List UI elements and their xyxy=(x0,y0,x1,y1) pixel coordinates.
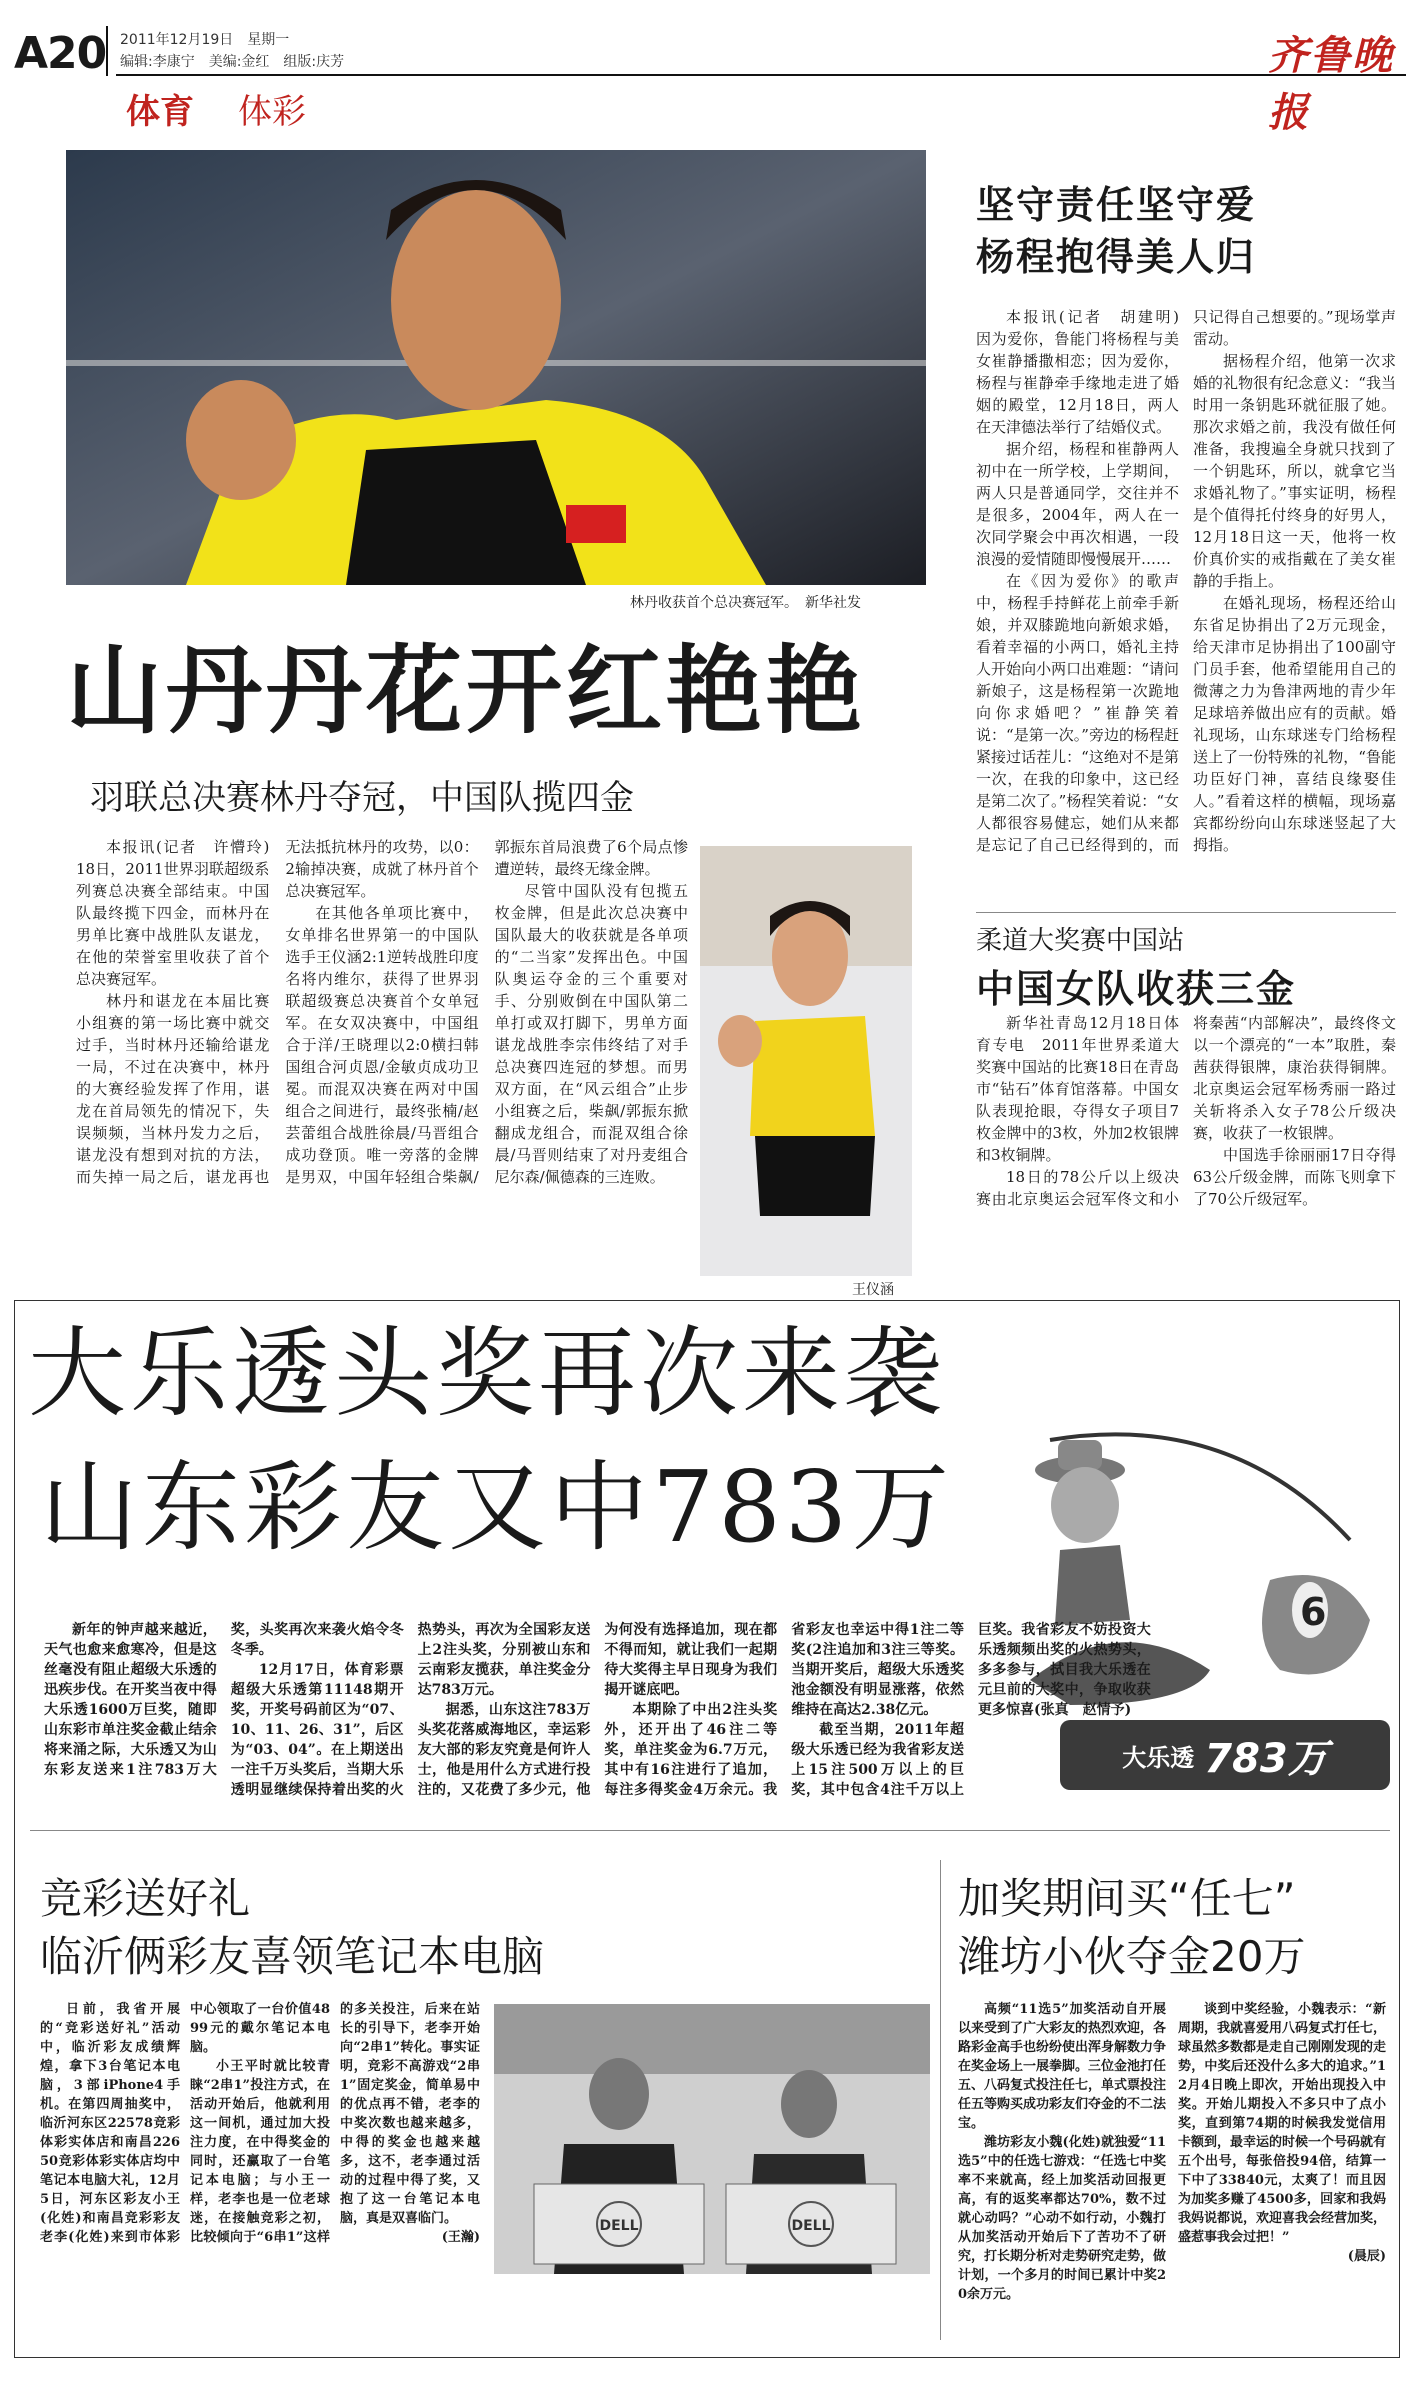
story3-para: 新华社青岛12月18日体育专电 2011年世界柔道大奖赛中国站的比赛18日在青岛市“钻石”体育馆落幕。中国女队表现抢眼，夺得女子项目7枚金牌中的3枚，外加2枚银牌和3枚铜牌。 xyxy=(976,1014,1179,1164)
lottery-logo xyxy=(1060,1720,1390,1790)
story1-body xyxy=(76,836,688,1296)
lottery-right-para: 谈到中奖经验，小魏表示：“新周期，我就喜爱用八码复式打任七，球虽然多数都是走自己刚刚发现的走势，中奖后还没什么多大的追求。”12月4日晚上即次，开始出现投入中奖。开始儿期投入不多只中了点小奖，直到第74期的时候我发觉信用卡额到，最幸运的时候一个号码就有五个出号，每张倍投94倍，结算一下中了33840元，太爽了！而且因为加奖多赚了4500多，回家和我妈我妈说都说，欢迎喜我会经营加奖，盛惹事我会过把！” xyxy=(1178,2002,1387,2245)
fish-number: 6 xyxy=(1300,1590,1327,1634)
lottery-left-para: 小王平时就比较青睐“2串1”投注方式，在活动开始后，他就利用这一间机，通过加大投注力度，在中得奖金的同时，还赢取了一台笔记本电脑；与小王一样，老李也是一位老球迷，在接触竞彩之初，比较倾向于“6串1”这样的多关投注，后来在站长的引导下，老李开始向“2串1”转化。事实证明，竞彩不高游戏“2串1”固定奖金，简单易中的优点再不错，老李的中奖次数也越来越多，中得的奖金也越来越多，这不，老李通过活动的过程中得了奖，又抱了这一台笔记本电脑，真是双喜临门。 xyxy=(190,2002,480,2245)
lottery-main-para: 截至当期，2011年超级大乐透已经为我省彩友送上15注500万以上的巨奖，其中包含4注千万以上巨奖。我省彩友不妨投资大乐透频频出奖的火热势头，多多参与，拭目我大乐透在元旦前的大奖中，争取收获更多惊喜(张真 赵情予) xyxy=(791,1622,1151,1798)
wang-yihan-photo-art xyxy=(700,846,912,1276)
staff-line: 编辑:李康宁 美编:金红 组版:庆芳 xyxy=(120,54,345,70)
lin-dan-photo xyxy=(66,150,926,585)
story2-para: 本报讯(记者 胡建明) 因为爱你，鲁能门将杨程与美女崔静播撒相恋；因为爱你，杨程与崔静牵手缘地走进了婚姻的殿堂，12月18日，两人在天津德法举行了结婚仪式。 xyxy=(976,308,1195,436)
story3-para: 18日的78公斤以上级决赛由北京奥运会冠军佟文和小将秦茜“内部解决”，最终佟文以一个漂亮的“一本”取胜，秦茜获得银牌，康治获得铜牌。北京奥运会冠军杨秀丽一路过关斩将杀入女子78公斤级决赛，收获了一枚银牌。 xyxy=(976,1014,1396,1208)
story1-subhead: 羽联总决赛林丹夺冠，中国队揽四金 xyxy=(90,778,634,818)
header-rule-vertical xyxy=(106,26,108,76)
lottery-left-headline-2: 临沂俩彩友喜领笔记本电脑 xyxy=(40,1932,545,1981)
wang-yihan-photo xyxy=(700,846,912,1276)
lottery-headline-2: 山东彩友又中783万 xyxy=(40,1451,954,1565)
photo-caption: 林丹收获首个总决赛冠军。 新华社发 xyxy=(630,595,861,611)
dell-box-label: DELL xyxy=(791,2218,831,2234)
story2-body xyxy=(976,306,1396,916)
lin-dan-photo-art xyxy=(66,150,926,585)
story2-headline-2: 杨程抱得美人归 xyxy=(976,235,1257,279)
lottery-right-body xyxy=(958,2000,1386,2340)
story1-para: 在其他各单项比赛中，女单排名世界第一的中国队选手王仪涵2:1逆转战胜印度名将内维尔，获得了世界羽联超级赛总决赛首个女单冠军。在女双决赛中，中国组合于洋/王晓理以2:0横扫韩国组合河贞恩/金敏贞成功卫冕。而混双决赛在两对中国组合之间进行，最终张楠/赵芸蕾组合战胜徐晨/马晋组合成功登顶。唯一旁落的金牌是男双，中国年轻组合柴飙/郭振东首局浪费了6个局点惨遭逆转，最终无缘金牌。 xyxy=(285,838,688,1186)
story2-para: 据杨程介绍，他第一次求婚的礼物很有纪念意义：“我当时用一条钥匙环就征服了她。那次求婚之前，我没有做任何准备，我搜遍全身就只找到了一个钥匙环，所以，就拿它当求婚礼物了。”事实证明，杨程是个值得托付终身的好男人，12月18日这一天，他将一枚价真价实的戒指戴在了美女崔静的手指上。 xyxy=(1193,352,1396,590)
dell-box-label: DELL xyxy=(599,2218,639,2234)
lottery-right-byline: (晨辰) xyxy=(1347,2249,1386,2264)
lottery-right-headline-1: 加奖期间买“任七” xyxy=(958,1874,1296,1923)
lottery-headline-1: 大乐透头奖再次来袭 xyxy=(28,1317,947,1431)
winners-photo-art xyxy=(494,2004,930,2274)
story3-headline: 中国女队收获三金 xyxy=(976,967,1297,1011)
lottery-vertical-rule xyxy=(940,1860,941,2340)
story2-para: 在《因为爱你》的歌声中，杨程手持鲜花上前牵手新娘，并双膝跪地向新娘求婚，看着幸福的小两口，婚礼主持人开始向小两口出难题：“请问新娘子，这是杨程第一次跪地向你求婚吧？”崔静笑着说：“是第一次。”旁边的杨程赶紧接过话茬儿：“这绝对不是第一次，在我的印象中，这已经是第二次了。”杨程笑着说：“女人都很容易健忘，她们从来都是忘记了自己已经得到的，而只记得自己想要的。”现场掌声雷动。 xyxy=(976,308,1396,854)
lottery-main-para: 新年的钟声越来越近，天气也愈来愈寒冷，但是这丝毫没有阻止超级大乐透的迅疾步伐。在开奖当夜中得大乐透1600万巨奖，随即山东彩市单注奖金截止结余将来涌之际，大乐透又为山东彩友送来1注783万大奖，头奖再次来袭火焰令冬冬季。 xyxy=(44,1622,404,1778)
lottery-right-para: 潍坊彩友小魏(化姓)就独爱“11选5”中的任选七游戏：“任选七中奖率不来就高，经上加奖活动回报更高，有的返奖率都达70%，数不过就心动吗？”心动不如行动，小魏打从加奖活动开始后下了苦功不了研究，打长期分析对走势研究走势，做计划，一个多月的时间已累计中奖20余万元。 xyxy=(958,2135,1167,2302)
page-number: A20 xyxy=(14,28,107,79)
lottery-left-byline: (王瀚) xyxy=(441,2230,480,2245)
lottery-right-headline-2: 潍坊小伙夺金20万 xyxy=(958,1932,1306,1981)
story3-top-rule xyxy=(976,912,1396,913)
inset-caption: 王仪涵 xyxy=(852,1282,894,1298)
lottery-left-headline-1: 竞彩送好礼 xyxy=(40,1874,251,1923)
story3-body xyxy=(976,1012,1396,1282)
lottery-main-para: 本期除了中出2注头奖外，还开出了46注二等奖，单注奖金为6.7万元，其中有16注进行了追加，每注多得奖金4万余元。我省彩友也幸运中得1注二等奖(2注追加和3注三等奖。当期开奖后，超级大乐透奖池金额没有明显涨落，依然维持在高达2.38亿元。 xyxy=(604,1622,964,1798)
story3-kicker: 柔道大奖赛中国站 xyxy=(976,926,1185,956)
lottery-right-para: 高频“11选5”加奖活动自开展以来受到了广大彩友的热烈欢迎，各路彩金高手也纷纷使出浑身解数力争在奖金场上一展拳脚。三位金池打任五、八码复式投注任七，单式票投注任五等购买成功彩友们夺金的不二法宝。 xyxy=(958,2002,1167,2131)
lottery-logo-amount: 783万 xyxy=(1204,1735,1328,1782)
masthead-logo: 齐鲁晚报 xyxy=(1268,32,1394,136)
story2-headline-1: 坚守责任坚守爱 xyxy=(976,183,1257,227)
lottery-main-para: 据悉，山东这注783万头奖花落威海地区，幸运彩友大部的彩友究竟是何许人士，他是用什么方式进行投注的，又花费了多少元，他为何没有选择追加，现在都不得而知，就让我们一起期待大奖得主早日现身为我们揭开谜底吧。 xyxy=(417,1622,778,1798)
winners-photo xyxy=(494,2004,930,2274)
lottery-left-body-a xyxy=(40,2000,480,2340)
section-lottery: 体彩 xyxy=(238,92,306,132)
date-line: 2011年12月19日 星期一 xyxy=(120,32,290,48)
section-sports: 体育 xyxy=(126,92,194,132)
lottery-left-para: 日前，我省开展的“竞彩送好礼”活动中，临沂彩友成绩辉煌，拿下3台笔记本电脑，3部iPhone4手机。在第四周抽奖中，临沂河东区22578竞彩体彩实体店和南昌22650竞彩体彩实体店均中笔记本电脑大礼，12月5日，河东区彩友小王(化姓)和南昌竞彩彩友老李(化姓)来到市体彩中心领取了一台价值4899元的戴尔笔记本电脑。 xyxy=(40,2002,330,2245)
lottery-main-para: 12月17日，体育彩票超级大乐透第11148期开奖，开奖号码前区为“07、10、11、26、31”，后区为“03、04”。在上期送出一注千万头奖后，当期大乐透明显继续保持着出奖的火热势头，再次为全国彩友送上2注头奖，分别被山东和云南彩友揽获，单注奖金分达783万元。 xyxy=(230,1622,591,1798)
story3-para: 中国选手徐丽丽17日夺得63公斤级金牌，而陈飞则拿下了70公斤级冠军。 xyxy=(1193,1146,1396,1208)
lottery-logo-brand: 大乐透 xyxy=(1122,1743,1195,1772)
story2-para: 据介绍，杨程和崔静两人初中在一所学校，上学期间，两人只是普通同学，交往并不是很多，2004年，两人在一次同学聚会中再次相遇，一段浪漫的爱情随即慢慢展开…… xyxy=(976,440,1179,568)
lottery-main-body xyxy=(44,1620,1151,1810)
header-rule xyxy=(116,74,1406,76)
lottery-mid-rule xyxy=(30,1830,1390,1831)
story2-para: 在婚礼现场，杨程还给山东省足协捐出了2万元现金，给天津市足协捐出了100副守门员手套，他希望能用自己的微薄之力为鲁津两地的青少年足球培养做出应有的贡献。婚礼现场，山东球迷专门给杨程送上了一份特殊的礼物，“鲁能功臣好门神，喜结良缘娶佳人。”看着这样的横幅，现场嘉宾都纷纷向山东球迷竖起了大拇指。 xyxy=(1193,594,1396,854)
story1-para: 尽管中国队没有包揽五枚金牌，但是此次总决赛中国队最大的收获就是各单项的“二当家”发挥出色。中国队奥运夺金的三个重要对手、分别败倒在中国队第二单打或双打脚下，男单方面谌龙战胜李宗伟终结了对手总决赛四连冠的梦想。而男双方面，在“风云组合”止步小组赛之后，柴飙/郭振东掀翻成龙组合，而混双组合徐晨/马晋则结束了对丹麦组合尼尔森/佩德森的三连败。 xyxy=(494,882,688,1186)
story1-para: 本报讯(记者 许懵玲) 18日，2011世界羽联超级系列赛总决赛全部结束。中国队最终揽下四金，而林丹在男单比赛中战胜队友谌龙，在他的荣誉室里收获了首个总决赛冠军。 xyxy=(76,838,285,988)
story1-para: 林丹和谌龙在本届比赛小组赛的第一场比赛中就交过手，当时林丹还输给谌龙一局，不过在决赛中，林丹的大赛经验发挥了作用，谌龙在首局领先的情况下，失误频频，当林丹发力之后，谌龙没有想到对抗的方法，而失掉一局之后，谌龙再也无法抵抗林丹的攻势，以0：2输掉决赛，成就了林丹首个总决赛冠军。 xyxy=(76,838,479,1186)
story1-headline: 山丹丹花开红艳艳 xyxy=(66,634,866,747)
